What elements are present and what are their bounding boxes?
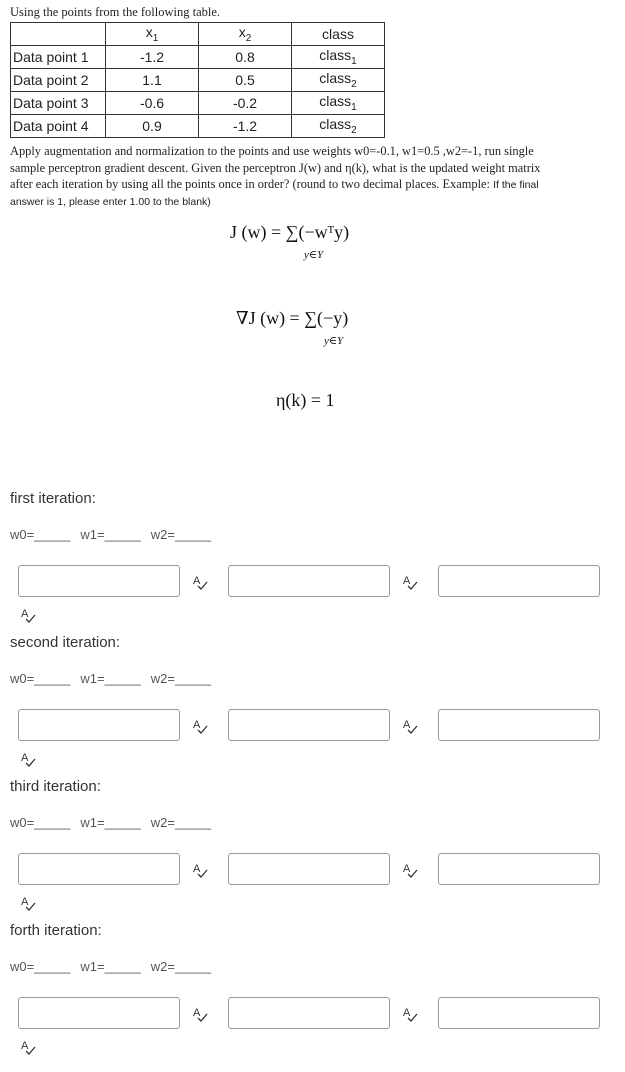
weight-blank-w0: w0=_____ (10, 671, 71, 686)
answer-input-w0[interactable] (18, 853, 180, 885)
weight-blank-w0: w0=_____ (10, 959, 71, 974)
problem-line-1: Apply augmentation and normalization to the points and use weights w0=-0.1, w1=0.5 ,w2=-1, run single (10, 144, 534, 158)
weight-blank-line (10, 527, 221, 542)
cell-class: class$_1$ (292, 46, 385, 69)
spellcheck-icon[interactable] (20, 895, 36, 911)
svg-text:A: A (21, 1040, 29, 1052)
cell-class: class$_2$ (292, 69, 385, 92)
answer-input-w0[interactable] (18, 997, 180, 1029)
cell-x2: -0.2 (199, 92, 292, 115)
weight-blank-line (10, 959, 221, 974)
svg-text:A: A (21, 896, 29, 908)
cell-x1: 0.9 (106, 115, 199, 138)
table-header-class: class (292, 23, 385, 46)
weight-blank-w2: w2=_____ (150, 815, 212, 830)
svg-text:A: A (403, 575, 411, 587)
cell-x1: 1.1 (106, 69, 199, 92)
spellcheck-icon[interactable] (402, 718, 418, 734)
cell-x1: -0.6 (106, 92, 199, 115)
cell-x2: 0.8 (199, 46, 292, 69)
answer-input-w1[interactable] (228, 853, 390, 885)
table-header-empty (11, 23, 106, 46)
svg-text:A: A (403, 1007, 411, 1019)
intro-text: Using the points from the following table. (10, 5, 221, 19)
iteration-label: forth iteration: (10, 922, 102, 939)
cell-class: class$_1$ (292, 92, 385, 115)
problem-statement (10, 143, 610, 210)
weight-blank-w0: w0=_____ (10, 527, 71, 542)
svg-text:A: A (193, 575, 201, 587)
table-header-x2: $x_2$ (199, 23, 292, 46)
table-row (11, 115, 385, 138)
spellcheck-icon[interactable] (192, 574, 208, 590)
spellcheck-icon[interactable] (402, 862, 418, 878)
iteration-label: second iteration: (10, 634, 121, 651)
row-label: Data point 2 (11, 69, 106, 92)
cell-x1: -1.2 (106, 46, 199, 69)
row-label: Data point 1 (11, 46, 106, 69)
answer-input-w1[interactable] (228, 709, 390, 741)
iteration-label: first iteration: (10, 490, 96, 507)
spellcheck-icon[interactable] (20, 607, 36, 623)
table-row (11, 92, 385, 115)
problem-line-2: sample perceptron gradient descent. Given the perceptron J(w) and η(k), what is the updated weight matrix (10, 160, 541, 175)
weight-blank-w1: w1=_____ (80, 527, 141, 542)
cell-x2: 0.5 (199, 69, 292, 92)
gradient-equation: ∇J (w) = ∑(−y) (236, 308, 349, 328)
answer-input-w1[interactable] (228, 565, 390, 597)
answer-input-w0[interactable] (18, 565, 180, 597)
svg-text:A: A (403, 719, 411, 731)
answer-input-w2[interactable] (438, 565, 600, 597)
spellcheck-icon[interactable] (402, 1006, 418, 1022)
spellcheck-icon[interactable] (192, 718, 208, 734)
answer-input-w1[interactable] (228, 997, 390, 1029)
weight-blank-w1: w1=_____ (80, 815, 141, 830)
weight-blank-line (10, 815, 221, 830)
weight-blank-w2: w2=_____ (150, 671, 212, 686)
spellcheck-icon[interactable] (20, 751, 36, 767)
svg-text:A: A (193, 1007, 201, 1019)
answer-input-w2[interactable] (438, 709, 600, 741)
row-label: Data point 3 (11, 92, 106, 115)
spellcheck-icon[interactable] (192, 862, 208, 878)
cost-function-subscript: y∈Y (304, 249, 324, 261)
problem-line-4: answer is 1, please enter 1.00 to the blank) (10, 195, 211, 208)
weight-blank-line (10, 671, 221, 686)
answer-input-w0[interactable] (18, 709, 180, 741)
table-header-x1: $x_1$ (106, 23, 199, 46)
data-table (10, 22, 385, 138)
cost-function-equation: J (w) = ∑(−wᵀy) (230, 222, 350, 242)
answer-input-w2[interactable] (438, 997, 600, 1029)
problem-line-3: after each iteration by using all the points once in order? (round to two decimal places. Example: If the final (10, 177, 539, 191)
svg-text:A: A (21, 752, 29, 764)
svg-text:A: A (21, 608, 29, 620)
iteration-label: third iteration: (10, 778, 101, 795)
svg-text:A: A (193, 863, 201, 875)
cell-class: class$_2$ (292, 115, 385, 138)
weight-blank-w2: w2=_____ (150, 959, 212, 974)
spellcheck-icon[interactable] (20, 1039, 36, 1055)
row-label: Data point 4 (11, 115, 106, 138)
weight-blank-w1: w1=_____ (80, 671, 141, 686)
gradient-subscript: y∈Y (324, 335, 344, 347)
answer-input-w2[interactable] (438, 853, 600, 885)
weight-blank-w1: w1=_____ (80, 959, 141, 974)
cell-x2: -1.2 (199, 115, 292, 138)
svg-text:A: A (193, 719, 201, 731)
learning-rate-equation: η(k) = 1 (276, 390, 335, 410)
table-header-row (11, 23, 385, 46)
weight-blank-w0: w0=_____ (10, 815, 71, 830)
spellcheck-icon[interactable] (402, 574, 418, 590)
svg-text:A: A (403, 863, 411, 875)
weight-blank-w2: w2=_____ (150, 527, 212, 542)
table-row (11, 46, 385, 69)
table-row (11, 69, 385, 92)
spellcheck-icon[interactable] (192, 1006, 208, 1022)
